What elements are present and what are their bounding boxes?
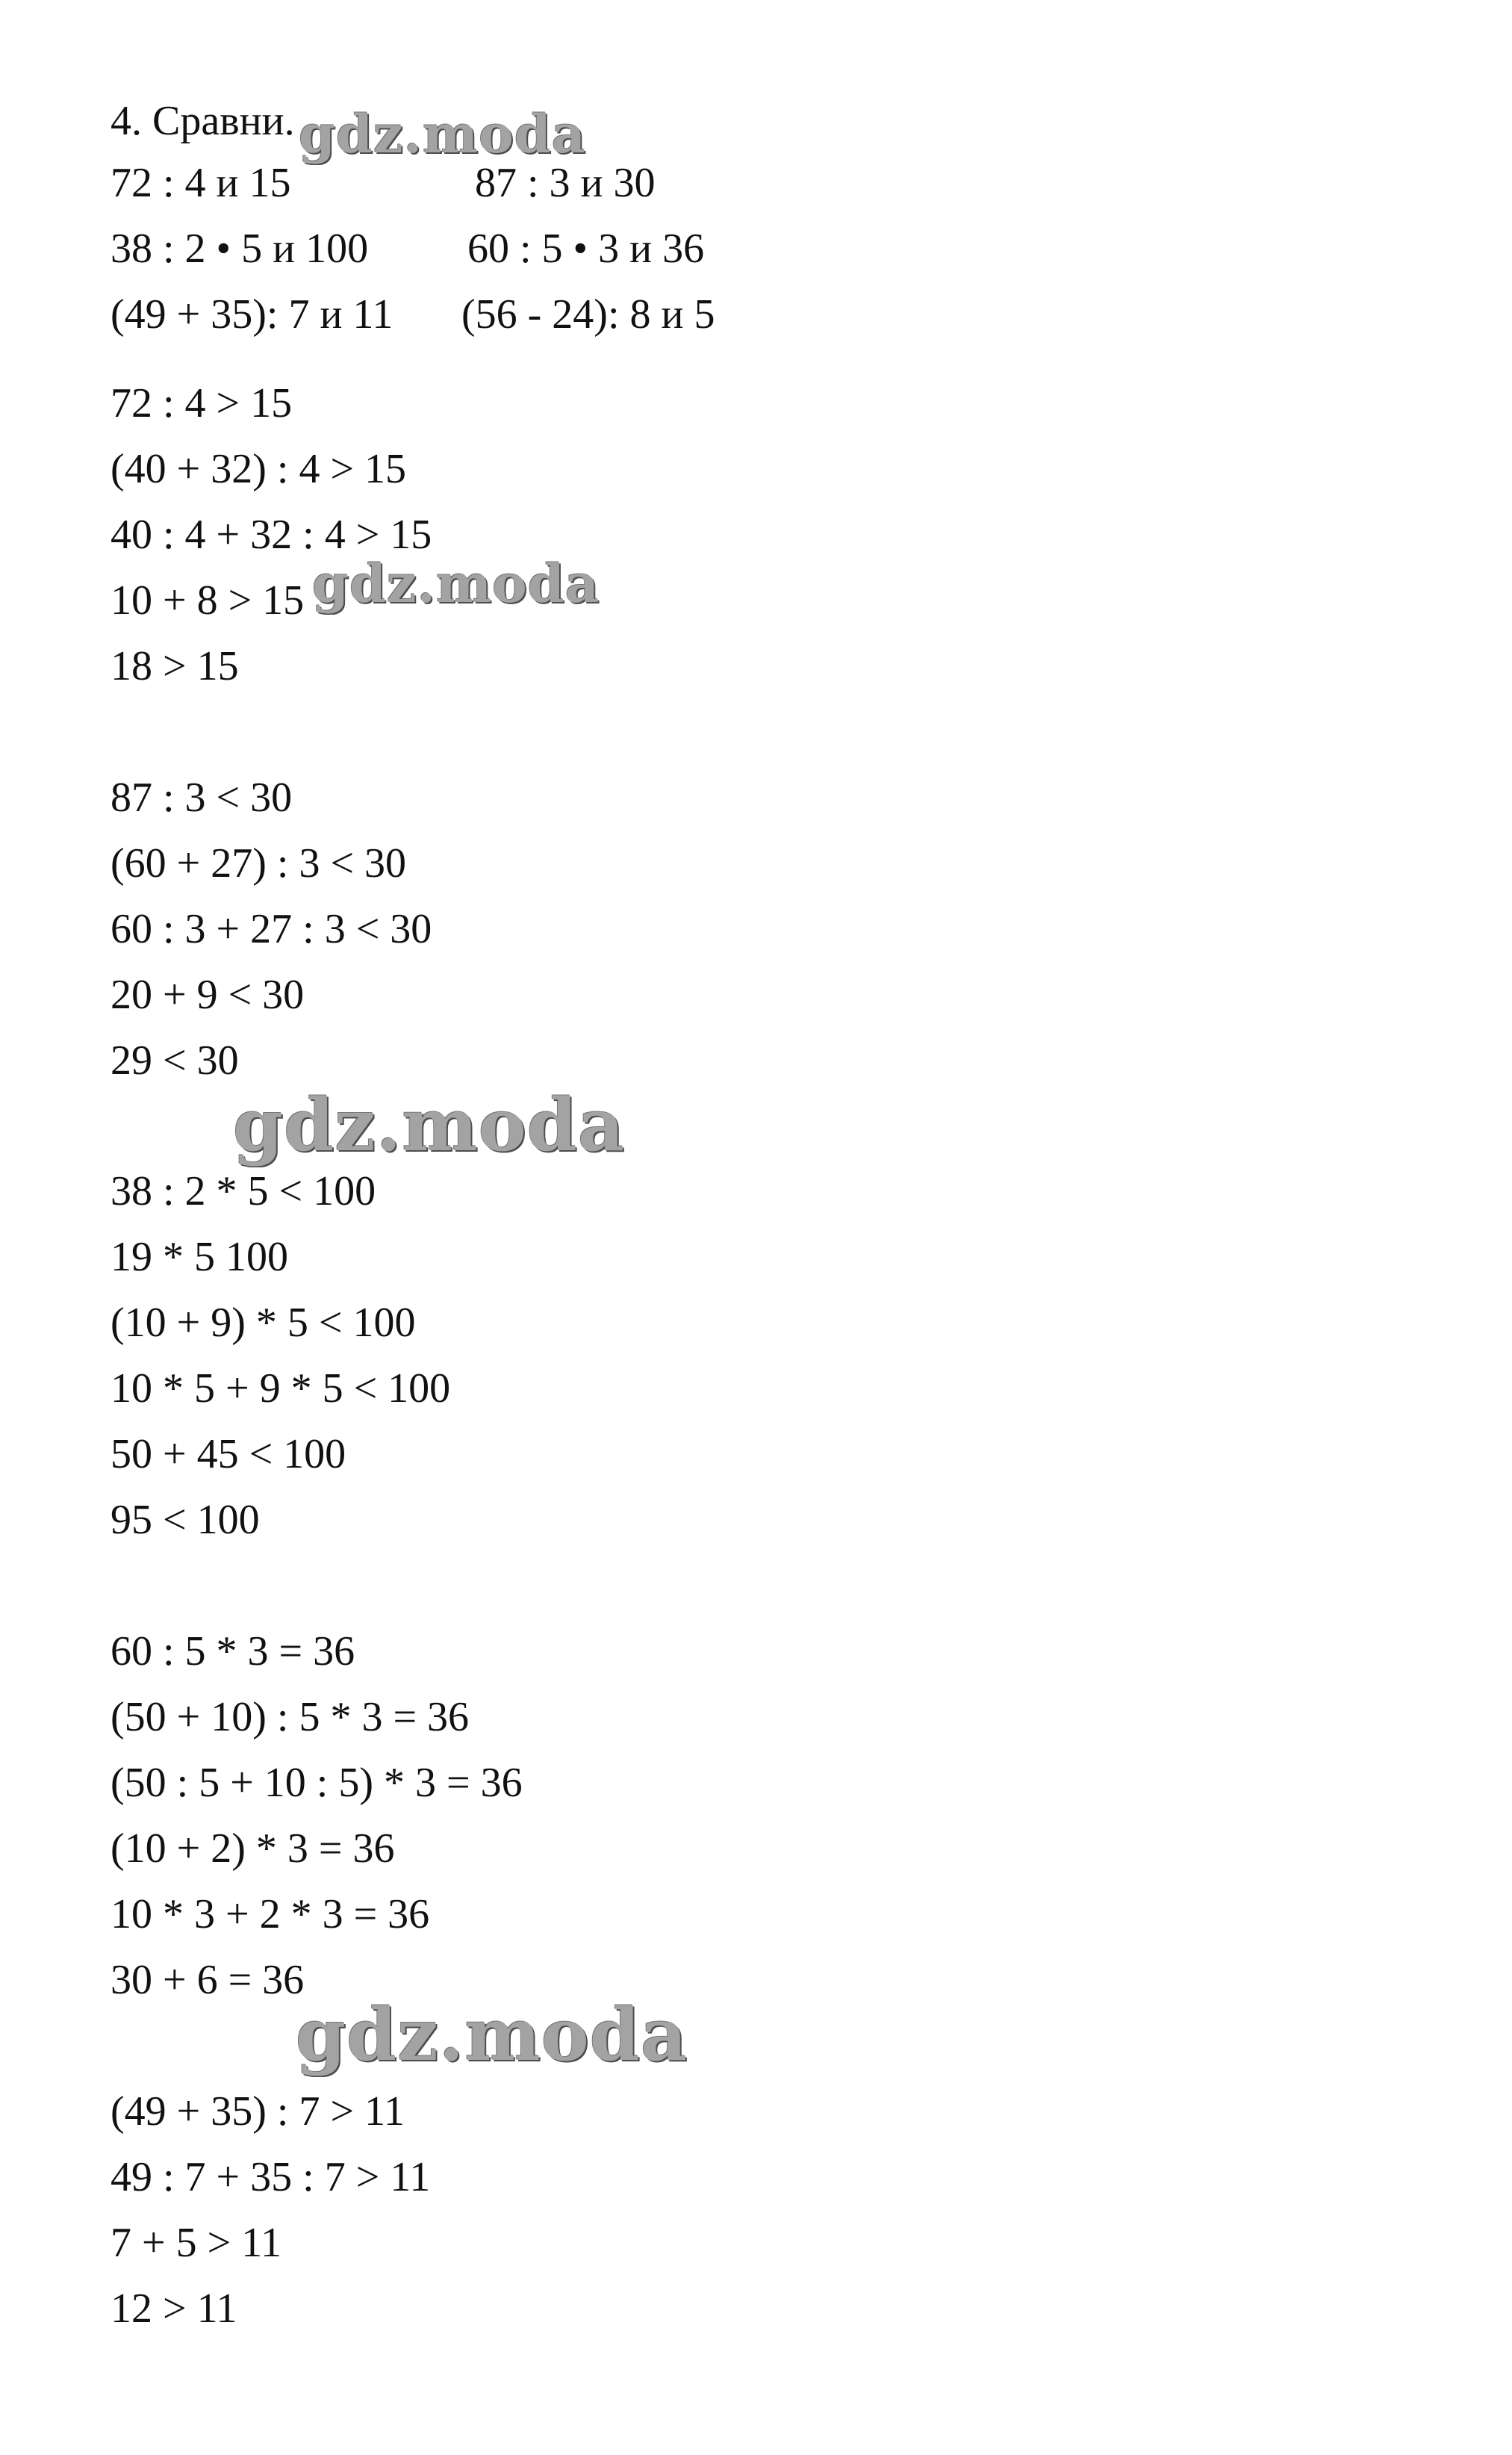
solution-line: 19 * 5 100 [111, 1234, 288, 1280]
solution-line: 60 : 5 * 3 = 36 [111, 1628, 355, 1675]
solution-line: 7 + 5 > 11 [111, 2220, 282, 2266]
solution-line: 10 * 3 + 2 * 3 = 36 [111, 1891, 430, 1937]
solution-line: (60 + 27) : 3 < 30 [111, 840, 407, 887]
solution-line: (10 + 2) * 3 = 36 [111, 1825, 395, 1872]
solution-line: 18 > 15 [111, 643, 239, 689]
solution-line: 30 + 6 = 36 [111, 1957, 305, 2003]
solution-line: 12 > 11 [111, 2285, 237, 2332]
solution-line: 40 : 4 + 32 : 4 > 15 [111, 512, 432, 558]
solution-line: 10 + 8 > 15 [111, 577, 305, 624]
task-title: 4. Сравни. [111, 98, 295, 144]
watermark: gdz.moda [312, 553, 600, 615]
solution-line: (50 + 10) : 5 * 3 = 36 [111, 1694, 470, 1740]
solution-line: (40 + 32) : 4 > 15 [111, 446, 407, 492]
task-row-2-left: 38 : 2 • 5 и 100 [111, 226, 369, 272]
task-row-1-right: 87 : 3 и 30 [475, 160, 656, 206]
task-row-2-right: 60 : 5 • 3 и 36 [467, 226, 705, 272]
solution-line: 20 + 9 < 30 [111, 972, 305, 1018]
solution-line: 60 : 3 + 27 : 3 < 30 [111, 906, 432, 952]
watermark: gdz.moda [233, 1083, 626, 1167]
solution-line: (49 + 35) : 7 > 11 [111, 2088, 405, 2135]
solution-line: 49 : 7 + 35 : 7 > 11 [111, 2154, 431, 2200]
task-row-3-right: (56 - 24): 8 и 5 [461, 291, 715, 338]
watermark: gdz.moda [296, 1993, 688, 2077]
watermark: gdz.moda [299, 103, 587, 165]
solution-line: 72 : 4 > 15 [111, 380, 293, 426]
solution-line: 29 < 30 [111, 1037, 239, 1084]
solution-line: 87 : 3 < 30 [111, 775, 293, 821]
solution-line: 38 : 2 * 5 < 100 [111, 1168, 376, 1214]
task-row-1-left: 72 : 4 и 15 [111, 160, 291, 206]
solution-line: (50 : 5 + 10 : 5) * 3 = 36 [111, 1760, 523, 1806]
task-row-3-left: (49 + 35): 7 и 11 [111, 291, 393, 338]
solution-line: 95 < 100 [111, 1497, 260, 1543]
solution-line: 50 + 45 < 100 [111, 1431, 346, 1477]
solution-line: 10 * 5 + 9 * 5 < 100 [111, 1365, 451, 1412]
solution-line: (10 + 9) * 5 < 100 [111, 1300, 416, 1346]
